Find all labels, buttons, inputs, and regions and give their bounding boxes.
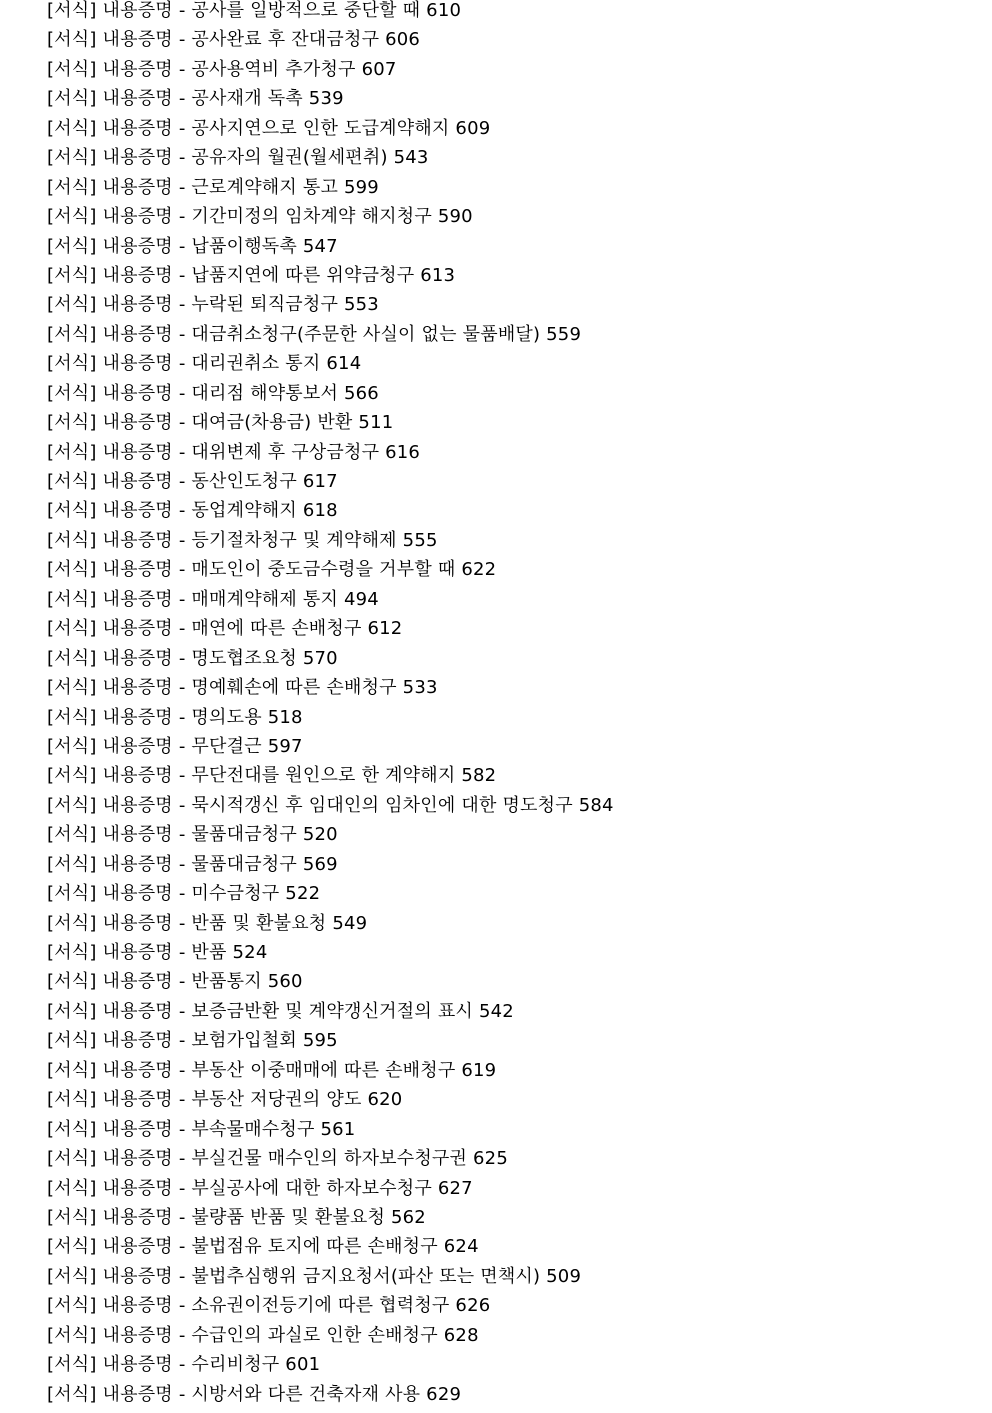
list-item: [서식] 내용증명 - 매매계약해제 통지 494 (47, 588, 379, 610)
list-item: [서식] 내용증명 - 반품통지 560 (47, 971, 303, 993)
list-item: [서식] 내용증명 - 물품대금청구 569 (47, 853, 338, 875)
list-item: [서식] 내용증명 - 명의도용 518 (47, 706, 303, 728)
list-item: [서식] 내용증명 - 공사지연으로 인한 도급계약해지 609 (47, 117, 491, 139)
list-item: [서식] 내용증명 - 시방서와 다른 건축자재 사용 629 (47, 1383, 462, 1405)
list-item: [서식] 내용증명 - 무단전대를 원인으로 한 계약해지 582 (47, 765, 497, 787)
list-item: [서식] 내용증명 - 대리점 해약통보서 566 (47, 382, 379, 404)
list-item: [서식] 내용증명 - 물품대금청구 520 (47, 824, 338, 846)
list-item: [서식] 내용증명 - 부속물매수청구 561 (47, 1118, 356, 1140)
list-item: [서식] 내용증명 - 반품 및 환불요청 549 (47, 912, 368, 934)
list-item: [서식] 내용증명 - 공사재개 독촉 539 (47, 88, 344, 110)
list-item: [서식] 내용증명 - 공사를 일방적으로 중단할 때 610 (47, 0, 462, 21)
list-item: [서식] 내용증명 - 공유자의 월권(월세편취) 543 (47, 147, 429, 169)
list-item: [서식] 내용증명 - 보험가입철회 595 (47, 1030, 338, 1052)
list-item: [서식] 내용증명 - 부동산 저당권의 양도 620 (47, 1089, 403, 1111)
list-item: [서식] 내용증명 - 대금취소청구(주문한 사실이 없는 물품배달) 559 (47, 323, 582, 345)
list-item: [서식] 내용증명 - 부실건물 매수인의 하자보수청구권 625 (47, 1148, 508, 1170)
list-item: [서식] 내용증명 - 부동산 이중매매에 따른 손배청구 619 (47, 1059, 497, 1081)
list-item: [서식] 내용증명 - 매도인이 중도금수령을 거부할 때 622 (47, 559, 497, 581)
list-item: [서식] 내용증명 - 매연에 따른 손배청구 612 (47, 618, 403, 640)
list-item: [서식] 내용증명 - 명도협조요청 570 (47, 647, 338, 669)
list-item: [서식] 내용증명 - 납품지연에 따른 위약금청구 613 (47, 264, 456, 286)
list-item: [서식] 내용증명 - 대여금(차용금) 반환 511 (47, 412, 394, 434)
list-item: [서식] 내용증명 - 수급인의 과실로 인한 손배청구 628 (47, 1324, 479, 1346)
list-item: [서식] 내용증명 - 근로계약해지 통고 599 (47, 176, 379, 198)
list-item: [서식] 내용증명 - 동산인도청구 617 (47, 471, 338, 492)
list-item: [서식] 내용증명 - 공사완료 후 잔대금청구 606 (47, 29, 421, 51)
list-item: [서식] 내용증명 - 명예훼손에 따른 손배청구 533 (47, 677, 438, 699)
list-item: [서식] 내용증명 - 무단결근 597 (47, 735, 303, 757)
list-item: [서식] 내용증명 - 반품 524 (47, 942, 268, 963)
list-item: [서식] 내용증명 - 불량품 반품 및 환불요청 562 (47, 1206, 426, 1228)
list-item: [서식] 내용증명 - 묵시적갱신 후 임대인의 임차인에 대한 명도청구 584 (47, 794, 614, 816)
list-item: [서식] 내용증명 - 불법점유 토지에 따른 손배청구 624 (47, 1236, 479, 1258)
list-item: [서식] 내용증명 - 대리권취소 통지 614 (47, 353, 362, 375)
list-item: [서식] 내용증명 - 동업계약해지 618 (47, 500, 338, 522)
list-item: [서식] 내용증명 - 부실공사에 대한 하자보수청구 627 (47, 1177, 473, 1199)
list-item: [서식] 내용증명 - 공사용역비 추가청구 607 (47, 58, 397, 80)
list-item: [서식] 내용증명 - 미수금청구 522 (47, 883, 321, 905)
list-item: [서식] 내용증명 - 납품이행독촉 547 (47, 235, 338, 257)
list-item: [서식] 내용증명 - 기간미정의 임차계약 해지청구 590 (47, 206, 473, 228)
list-item: [서식] 내용증명 - 대위변제 후 구상금청구 616 (47, 441, 421, 463)
list-item: [서식] 내용증명 - 누락된 퇴직금청구 553 (47, 294, 379, 316)
list-item: [서식] 내용증명 - 수리비청구 601 (47, 1354, 321, 1376)
list-item: [서식] 내용증명 - 등기절차청구 및 계약해제 555 (47, 529, 438, 551)
list-item: [서식] 내용증명 - 소유권이전등기에 따른 협력청구 626 (47, 1295, 491, 1317)
form-index-list (47, 0, 977, 1413)
list-item: [서식] 내용증명 - 불법추심행위 금지요청서(파산 또는 면책시) 509 (47, 1265, 582, 1287)
list-item: [서식] 내용증명 - 보증금반환 및 계약갱신거절의 표시 542 (47, 1000, 514, 1022)
